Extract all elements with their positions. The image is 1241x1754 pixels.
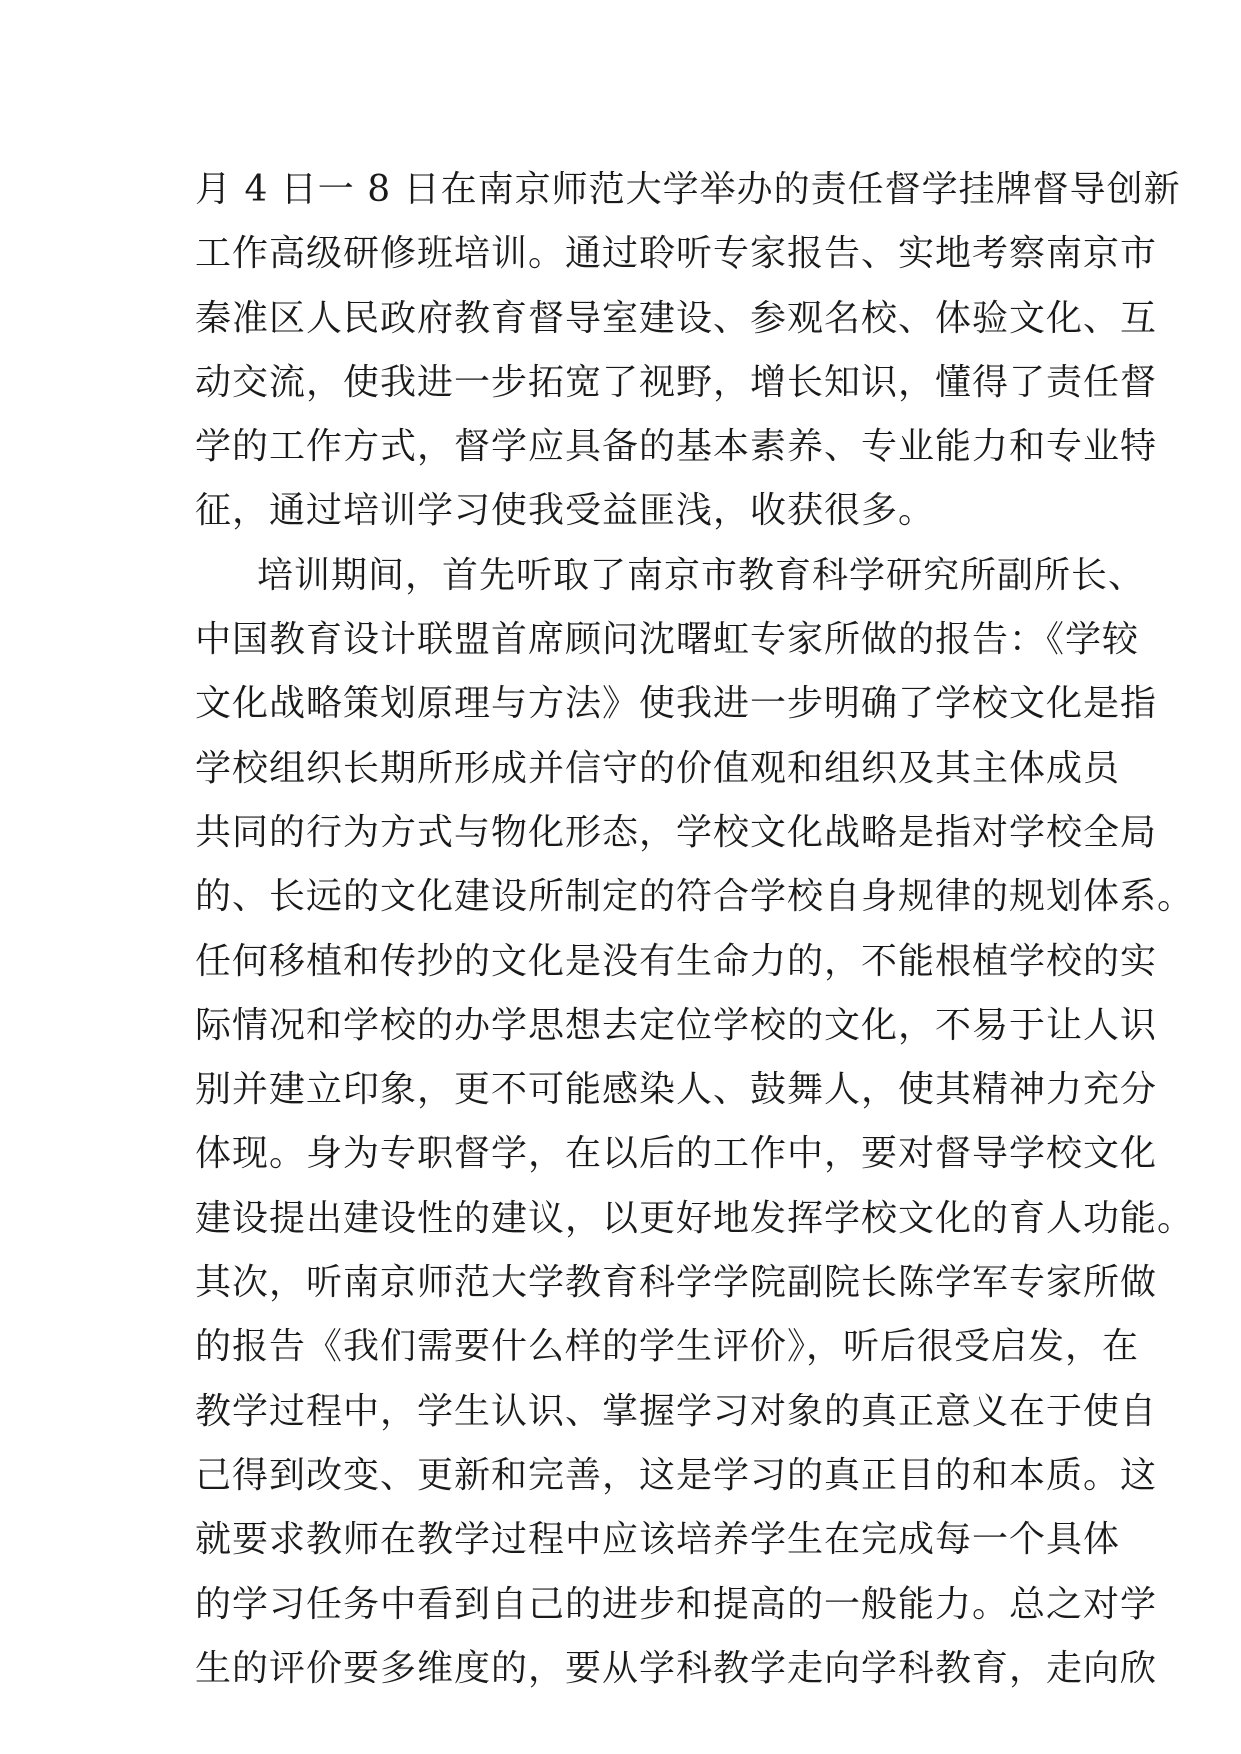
text-line: 工作高级研修班培训。通过聆听专家报告、实地考察南京市 [195, 233, 1158, 275]
text-line: 中国教育设计联盟首席顾问沈曙虹专家所做的报告：《学较 [195, 619, 1140, 661]
text-line: 的、长远的文化建设所制定的符合学校自身规律的规划体系。 [195, 876, 1195, 918]
text-line: 共同的行为方式与物化形态，学校文化战略是指对学校全局 [195, 811, 1158, 853]
text-line: 秦准区人民政府教育督导室建设、参观名校、体验文化、互 [195, 297, 1158, 339]
text-line: 就要求教师在教学过程中应该培养学生在完成每一个具体 [195, 1519, 1121, 1561]
text-line: 建设提出建设性的建议，以更好地发挥学校文化的育人功能。 [195, 1197, 1195, 1239]
text-line: 己得到改变、更新和完善，这是学习的真正目的和本质。这 [195, 1454, 1158, 1496]
text-line: 的学习任务中看到自己的进步和提高的一般能力。总之对学 [195, 1583, 1158, 1625]
text-line: 际情况和学校的办学思想去定位学校的文化，不易于让人识 [195, 1004, 1158, 1046]
text-line: 教学过程中，学生认识、掌握学习对象的真正意义在于使自 [195, 1390, 1158, 1432]
body-text [195, 158, 1195, 1701]
paragraph-first-line: 培训期间，首先听取了南京市教育科学研究所副所长、 [257, 554, 1146, 596]
text-line: 征，通过培训学习使我受益匪浅，收获很多。 [195, 490, 936, 532]
text-line: 月 4 日一 8 日在南京师范大学举办的责任督学挂牌督导创新 [195, 169, 1181, 210]
text-line: 动交流，使我进一步拓宽了视野，增长知识，懂得了责任督 [195, 361, 1158, 403]
text-line: 其次，听南京师范大学教育科学学院副院长陈学军专家所做 [195, 1262, 1158, 1304]
text-line: 生的评价要多维度的，要从学科教学走向学科教育，走向欣 [195, 1647, 1158, 1689]
text-line: 任何移植和传抄的文化是没有生命力的，不能根植学校的实 [195, 940, 1158, 982]
text-line: 的报告《我们需要什么样的学生评价》，听后很受启发，在 [195, 1326, 1140, 1368]
text-line: 文化战略策划原理与方法》使我进一步明确了学校文化是指 [195, 683, 1158, 725]
text-line: 学校组织长期所形成并信守的价值观和组织及其主体成员 [195, 747, 1121, 789]
text-line: 别并建立印象，更不可能感染人、鼓舞人，使其精神力充分 [195, 1069, 1158, 1111]
text-line: 学的工作方式，督学应具备的基本素养、专业能力和专业特 [195, 426, 1158, 468]
text-line: 体现。身为专职督学，在以后的工作中，要对督导学校文化 [195, 1133, 1158, 1175]
